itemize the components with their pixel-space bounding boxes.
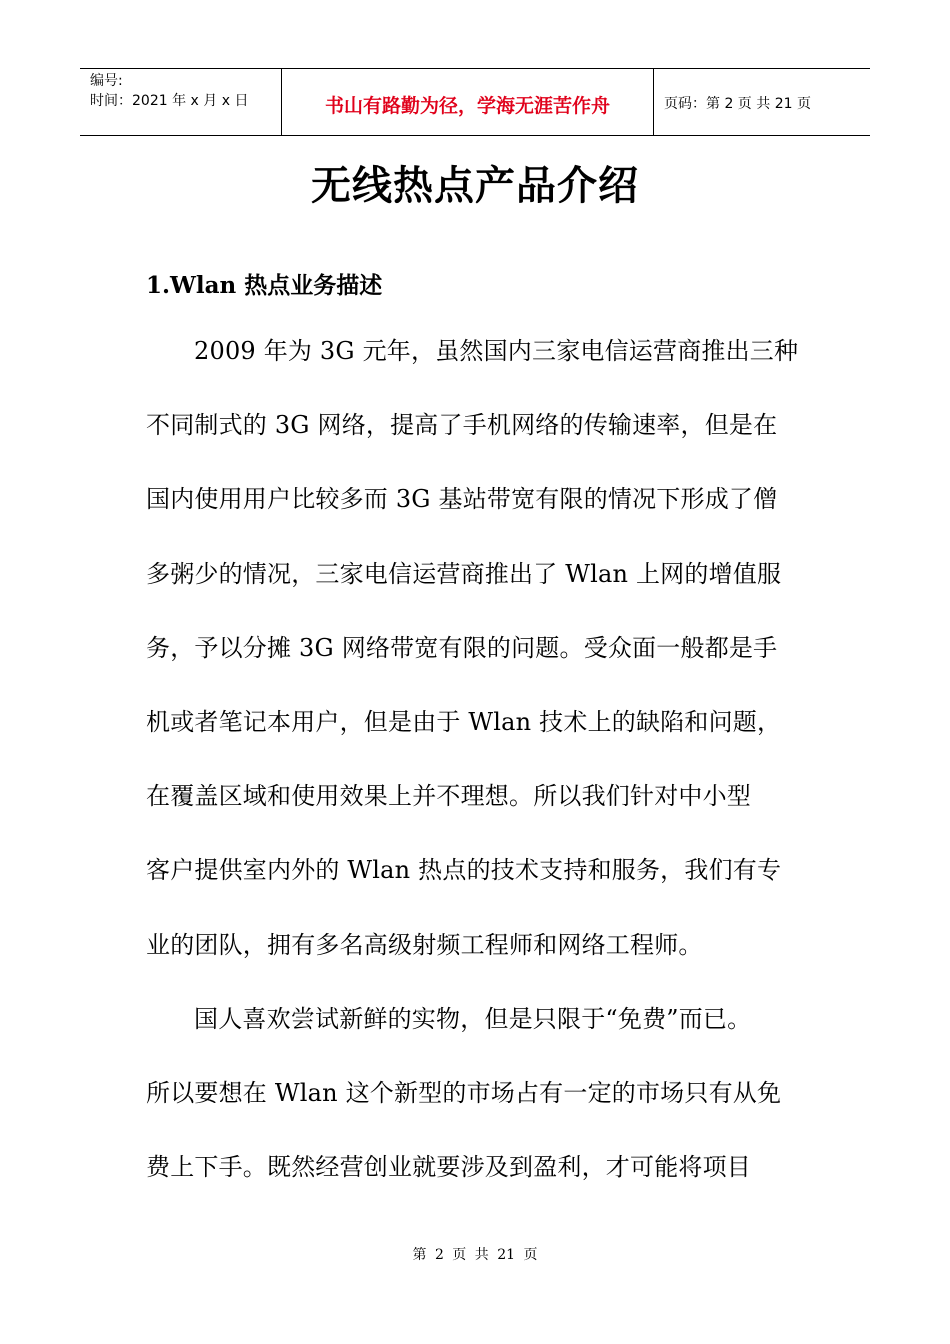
paragraph-line: 国人喜欢尝试新鲜的实物，但是只限于“免费”而已。 xyxy=(194,1004,752,1033)
document-time-label: 时间：2021 年 x 月 x 日 xyxy=(90,93,249,109)
paragraph-line: 机或者笔记本用户，但是由于 Wlan 技术上的缺陷和问题， xyxy=(146,707,782,736)
page-header xyxy=(80,68,870,136)
header-meta-cell xyxy=(80,69,282,135)
paragraph-line: 2009 年为 3G 元年，虽然国内三家电信运营商推出三种 xyxy=(194,337,799,365)
paragraph-line: 费上下手。既然经营创业就要涉及到盈利，才可能将项目 xyxy=(146,1153,751,1182)
header-motto: 书山有路勤为径，学海无涯苦作舟 xyxy=(282,69,654,135)
document-title: 无线热点产品介绍 xyxy=(311,162,639,209)
paragraph-line: 国内使用用户比较多而 3G 基站带宽有限的情况下形成了僧 xyxy=(146,485,778,514)
section-heading: 1.Wlan 热点业务描述 xyxy=(146,272,383,299)
paragraph-line: 多粥少的情况，三家电信运营商推出了 Wlan 上网的增值服 xyxy=(146,559,782,588)
document-number-label: 编号: xyxy=(90,73,123,89)
body-text xyxy=(146,328,806,1218)
paragraph-line: 客户提供室内外的 Wlan 热点的技术支持和服务，我们有专 xyxy=(146,856,782,885)
paragraph-line: 务，予以分摊 3G 网络带宽有限的问题。受众面一般都是手 xyxy=(146,633,778,662)
header-page-info: 页码：第 2 页 共 21 页 xyxy=(664,96,811,112)
paragraph-line: 所以要想在 Wlan 这个新型的市场占有一定的市场只有从免 xyxy=(146,1078,782,1107)
paragraph-line: 在覆盖区域和使用效果上并不理想。所以我们针对中小型 xyxy=(146,782,751,811)
paragraph-line: 不同制式的 3G 网络，提高了手机网络的传输速率，但是在 xyxy=(146,411,778,440)
page-footer: 第 2 页 共 21 页 xyxy=(412,1247,538,1263)
paragraph-line: 业的团队，拥有多名高级射频工程师和网络工程师。 xyxy=(146,930,703,959)
